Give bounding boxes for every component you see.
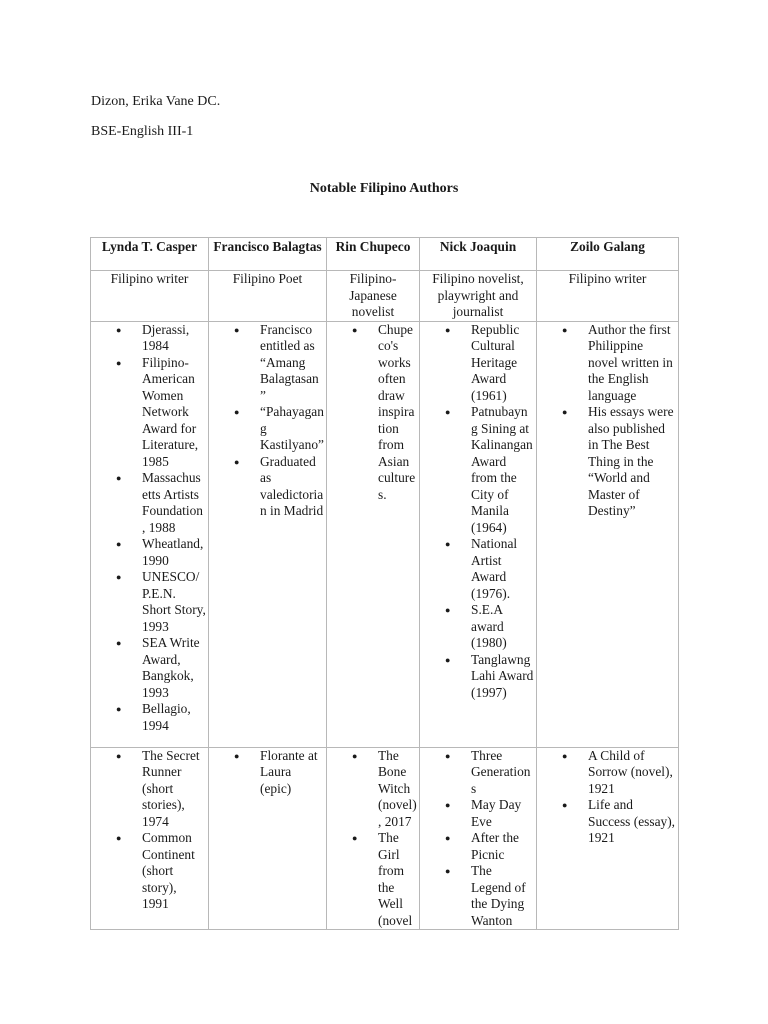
- list-item-text: Three Generations: [471, 747, 531, 796]
- list-item: [420, 404, 536, 536]
- authors-table: [90, 237, 679, 930]
- awards-cell: [209, 321, 327, 747]
- awards-list: [327, 322, 419, 504]
- list-item: [537, 748, 678, 798]
- list-item: [91, 569, 208, 635]
- works-list: [327, 748, 419, 930]
- list-item-text: His essays were also published in The Best Thing in the “World and Master of Destiny”: [588, 404, 674, 518]
- bullet-icon: ●: [445, 324, 451, 335]
- list-item-text: The Legend of the Dying Wanton: [471, 863, 526, 928]
- list-item-text: Massachusetts Artists Foundation, 1988: [142, 470, 204, 535]
- list-item: [91, 536, 208, 569]
- awards-list: [537, 322, 678, 520]
- list-item: [420, 748, 536, 798]
- list-item-text: Filipino-American Women Network Award for Literature, 1985: [142, 354, 199, 469]
- list-item: [420, 863, 536, 929]
- list-item: [327, 748, 419, 831]
- header-cell: Francisco Balagtas: [209, 238, 327, 271]
- bullet-icon: ●: [234, 750, 240, 761]
- student-name: Dizon, Erika Vane DC.: [91, 94, 221, 109]
- list-item-text: Francisco entitled as “Amang Balagtasan”: [260, 321, 319, 403]
- awards-list: [91, 322, 208, 735]
- works-cell: [420, 747, 537, 930]
- bullet-icon: ●: [445, 800, 451, 810]
- list-item-text: Patnubayng Sining at Kalinangan Award from the City of Manila (1964): [471, 404, 533, 535]
- header-cell: Rin Chupeco: [327, 238, 420, 271]
- works-list: [91, 748, 208, 913]
- list-item: [91, 322, 208, 355]
- list-item: [91, 470, 208, 536]
- bullet-icon: ●: [116, 704, 122, 714]
- list-item: [209, 454, 326, 520]
- awards-cell: [420, 321, 537, 747]
- bullet-icon: ●: [445, 654, 451, 665]
- bullet-icon: ●: [562, 800, 568, 810]
- description-cell: Filipino Poet: [209, 271, 327, 322]
- list-item-text: Republic Cultural Heritage Award (1961): [471, 321, 520, 403]
- list-item: [91, 701, 208, 734]
- list-item: [91, 355, 208, 471]
- list-item: [91, 635, 208, 701]
- list-item-text: Djerassi, 1984: [142, 321, 190, 353]
- header-cell: Nick Joaquin: [420, 238, 537, 271]
- list-item: [537, 322, 678, 405]
- description-cell: Filipino writer: [91, 271, 209, 322]
- list-item-text: Common Continent (short story), 1991: [142, 830, 195, 911]
- bullet-icon: ●: [116, 324, 122, 335]
- list-item-text: National Artist Award (1976).: [471, 536, 518, 601]
- works-cell: [537, 747, 679, 930]
- bullet-icon: ●: [445, 407, 451, 417]
- bullet-icon: ●: [445, 539, 451, 549]
- bullet-icon: ●: [116, 357, 122, 368]
- bullet-icon: ●: [116, 539, 122, 549]
- list-item-text: Life and Success (essay), 1921: [588, 797, 676, 845]
- header-cell: Zoilo Galang: [537, 238, 679, 271]
- list-item: [420, 602, 536, 652]
- document-title: Notable Filipino Authors: [309, 181, 459, 196]
- list-item-text: May Day Eve: [471, 797, 522, 829]
- header-cell: Lynda T. Casper: [91, 238, 209, 271]
- description-cell: Filipino-Japanese novelist: [327, 271, 420, 322]
- awards-cell: [91, 321, 209, 747]
- works-list: [420, 748, 536, 930]
- awards-list: [420, 322, 536, 702]
- description-cell: Filipino writer: [537, 271, 679, 322]
- bullet-icon: ●: [352, 324, 358, 335]
- list-item-text: Wheatland, 1990: [142, 536, 204, 568]
- list-item: [209, 748, 326, 798]
- works-cell: [91, 747, 209, 930]
- bullet-icon: ●: [445, 866, 451, 876]
- bullet-icon: ●: [234, 324, 240, 335]
- list-item: [420, 652, 536, 702]
- list-item: [91, 748, 208, 831]
- header-row: [91, 238, 679, 271]
- list-item: [209, 322, 326, 405]
- list-item-text: The Secret Runner (short stories), 1974: [142, 747, 200, 829]
- list-item-text: Chupeco's works often draw inspiration from Asian cultures.: [378, 321, 416, 502]
- list-item-text: Author the first Philippine novel written in the English language: [588, 321, 673, 403]
- bullet-icon: ●: [116, 833, 122, 843]
- bullet-icon: ●: [352, 750, 358, 761]
- bullet-icon: ●: [445, 833, 451, 843]
- list-item: [420, 322, 536, 405]
- list-item-text: After the Picnic: [471, 830, 519, 862]
- list-item: [91, 830, 208, 913]
- awards-row: [91, 321, 679, 747]
- list-item: [420, 830, 536, 863]
- list-item-text: A Child of Sorrow (novel), 1921: [588, 747, 673, 796]
- works-list: [209, 748, 326, 798]
- list-item: [420, 797, 536, 830]
- list-item: [420, 536, 536, 602]
- list-item-text: Graduated as valedictorian in Madrid: [260, 453, 324, 518]
- works-cell: [327, 747, 420, 930]
- works-cell: [209, 747, 327, 930]
- works-row: [91, 747, 679, 930]
- bullet-icon: ●: [445, 605, 451, 615]
- list-item: [537, 797, 678, 847]
- list-item-text: S.E.A award (1980): [471, 602, 507, 650]
- bullet-icon: ●: [562, 750, 568, 761]
- list-item-text: UNESCO/ P.E.N. Short Story, 1993: [142, 569, 206, 634]
- list-item-text: “Pahayagang Kastilyano”: [260, 404, 324, 452]
- bullet-icon: ●: [562, 324, 568, 335]
- description-row: [91, 271, 679, 322]
- bullet-icon: ●: [445, 750, 451, 761]
- works-list: [537, 748, 678, 847]
- student-course: BSE-English III-1: [91, 124, 194, 139]
- list-item: [537, 404, 678, 520]
- bullet-icon: ●: [116, 572, 122, 582]
- list-item-text: Bellagio, 1994: [142, 701, 191, 733]
- bullet-icon: ●: [116, 473, 122, 483]
- awards-cell: [327, 321, 420, 747]
- list-item-text: SEA Write Award, Bangkok, 1993: [142, 635, 200, 700]
- bullet-icon: ●: [234, 407, 240, 417]
- bullet-icon: ●: [116, 750, 122, 761]
- description-cell: Filipino novelist, playwright and journalist: [420, 271, 537, 322]
- bullet-icon: ●: [234, 456, 240, 467]
- bullet-icon: ●: [116, 638, 122, 648]
- list-item: [209, 404, 326, 454]
- awards-list: [209, 322, 326, 520]
- bullet-icon: ●: [562, 407, 568, 417]
- list-item-text: Tanglawng Lahi Award (1997): [471, 651, 534, 700]
- awards-cell: [537, 321, 679, 747]
- list-item: [327, 830, 419, 929]
- list-item: [327, 322, 419, 504]
- list-item-text: Florante at Laura (epic): [260, 747, 318, 796]
- list-item-text: The Girl from the Well (novel: [378, 830, 413, 928]
- bullet-icon: ●: [352, 833, 358, 843]
- list-item-text: The Bone Witch (novel), 2017: [378, 747, 417, 829]
